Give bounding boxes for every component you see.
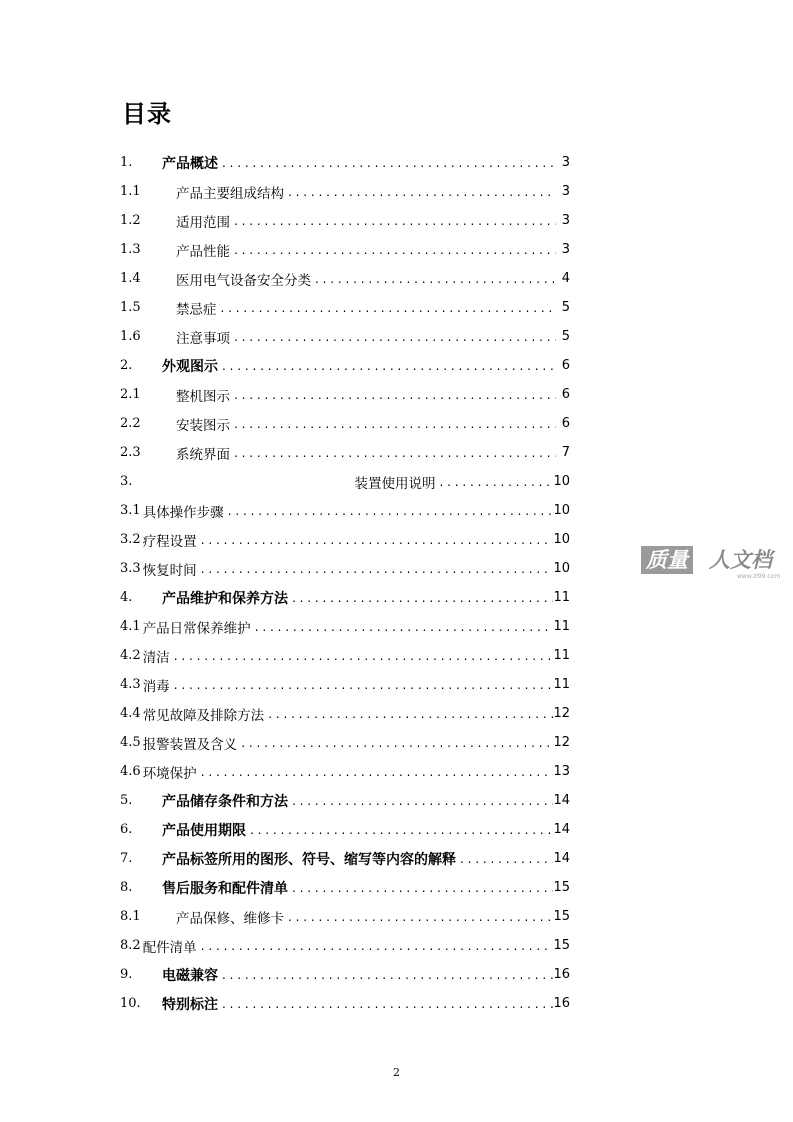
toc-leader-dots: [218, 968, 553, 982]
toc-entry-label: 报警装置及含义: [142, 736, 238, 753]
toc-entry-label: 产品使用期限: [162, 822, 246, 839]
toc-entry-page: 16: [553, 967, 570, 982]
toc-entry-label: 特别标注: [162, 996, 218, 1013]
toc-entry-number: 7.: [120, 851, 133, 866]
table-of-contents: [120, 148, 570, 1018]
toc-leader-dots: [251, 620, 554, 634]
toc-entry-label: 禁忌症: [176, 301, 217, 318]
toc-entry-page: 13: [553, 764, 570, 779]
toc-entry[interactable]: [120, 960, 570, 989]
toc-entry-label: 清洁: [142, 649, 170, 666]
toc-entry-number: 2.2: [120, 416, 141, 431]
toc-entry-label: 售后服务和配件清单: [162, 880, 288, 897]
toc-leader-dots: [230, 417, 556, 431]
toc-entry[interactable]: [120, 989, 570, 1018]
toc-entry-page: 15: [553, 909, 570, 924]
toc-entry-label: 消毒: [142, 678, 170, 695]
toc-entry-number: 4.5: [120, 735, 141, 750]
toc-entry-number: 3.3: [120, 561, 141, 576]
toc-entry-page: 12: [553, 735, 570, 750]
toc-entry-number: 1.6: [120, 329, 141, 344]
toc-entry[interactable]: [120, 815, 570, 844]
toc-entry-number: 2.3: [120, 445, 141, 460]
toc-entry-page: 3: [561, 242, 570, 257]
toc-leader-dots: [456, 852, 553, 866]
toc-leader-dots: [264, 707, 553, 721]
toc-leader-dots: [288, 881, 553, 895]
toc-leader-dots: [197, 939, 554, 953]
toc-leader-dots: [435, 475, 553, 489]
toc-entry-label: 环境保护: [142, 765, 197, 782]
watermark-logo: [641, 542, 783, 582]
toc-entry-page: 6: [561, 387, 570, 402]
toc-entry[interactable]: [120, 844, 570, 873]
toc-entry-page: 7: [561, 445, 570, 460]
toc-entry-number: 4.3: [120, 677, 141, 692]
toc-leader-dots: [237, 736, 553, 750]
toc-entry-number: 1.: [120, 155, 133, 170]
toc-entry-number: 3.1: [120, 503, 141, 518]
toc-entry[interactable]: [120, 322, 570, 351]
toc-entry-number: 4.6: [120, 764, 141, 779]
toc-entry-page: 11: [553, 590, 570, 605]
toc-entry-page: 5: [561, 329, 570, 344]
toc-entry-page: 14: [553, 822, 570, 837]
toc-entry-label: 产品储存条件和方法: [162, 793, 288, 810]
toc-entry-number: 8.2: [120, 938, 141, 953]
toc-entry[interactable]: [120, 235, 570, 264]
toc-entry-page: 15: [553, 938, 570, 953]
toc-leader-dots: [197, 533, 554, 547]
toc-entry-label: 具体操作步骤: [142, 504, 224, 521]
toc-leader-dots: [246, 823, 553, 837]
toc-entry-label: 安装图示: [176, 417, 230, 434]
page-number: 2: [393, 1066, 400, 1079]
toc-entry-page: 10: [553, 532, 570, 547]
toc-entry-page: 4: [561, 271, 570, 286]
toc-leader-dots: [224, 504, 554, 518]
toc-entry-number: 1.2: [120, 213, 141, 228]
toc-entry[interactable]: [120, 409, 570, 438]
toc-entry-number: 8.: [120, 880, 133, 895]
toc-leader-dots: [230, 446, 556, 460]
toc-entry-number: 4.4: [120, 706, 141, 721]
toc-leader-dots: [197, 765, 554, 779]
toc-leader-dots: [170, 678, 554, 692]
toc-leader-dots: [218, 156, 556, 170]
toc-entry[interactable]: [120, 467, 570, 496]
toc-leader-dots: [284, 910, 553, 924]
toc-entry[interactable]: [120, 351, 570, 380]
toc-entry-label: 装置使用说明: [354, 475, 436, 492]
toc-entry-page: 16: [553, 996, 570, 1011]
toc-leader-dots: [217, 301, 557, 315]
toc-entry[interactable]: [120, 728, 570, 757]
toc-leader-dots: [218, 359, 556, 373]
toc-entry-page: 6: [561, 358, 570, 373]
toc-entry[interactable]: [120, 931, 570, 960]
toc-leader-dots: [230, 214, 556, 228]
toc-entry-number: 1.5: [120, 300, 141, 315]
toc-entry-page: 6: [561, 416, 570, 431]
toc-entry-page: 12: [553, 706, 570, 721]
toc-entry-label: 电磁兼容: [162, 967, 218, 984]
toc-entry[interactable]: [120, 264, 570, 293]
toc-leader-dots: [197, 562, 554, 576]
toc-entry-label: 配件清单: [142, 939, 197, 956]
toc-entry[interactable]: [120, 699, 570, 728]
toc-entry-page: 10: [553, 503, 570, 518]
toc-entry[interactable]: [120, 873, 570, 902]
toc-entry-number: 5.: [120, 793, 133, 808]
toc-entry-number: 2.: [120, 358, 133, 373]
toc-entry[interactable]: [120, 641, 570, 670]
toc-entry-page: 3: [561, 213, 570, 228]
toc-entry-label: 产品概述: [162, 155, 218, 172]
toc-entry-page: 10: [553, 561, 570, 576]
watermark-text: 人文档: [709, 548, 772, 572]
toc-entry-number: 9.: [120, 967, 133, 982]
toc-leader-dots: [230, 330, 556, 344]
toc-entry[interactable]: [120, 206, 570, 235]
toc-entry-page: 14: [553, 851, 570, 866]
toc-entry-label: 整机图示: [176, 388, 230, 405]
toc-entry-label: 适用范围: [176, 214, 230, 231]
toc-entry-page: 15: [553, 880, 570, 895]
toc-entry-page: 3: [561, 155, 570, 170]
toc-entry[interactable]: [120, 438, 570, 467]
toc-entry-number: 3.2: [120, 532, 141, 547]
toc-entry-label: 常见故障及排除方法: [142, 707, 265, 724]
toc-entry-number: 2.1: [120, 387, 141, 402]
toc-entry[interactable]: [120, 902, 570, 931]
toc-leader-dots: [288, 794, 553, 808]
toc-leader-dots: [170, 649, 554, 663]
toc-entry-label: 外观图示: [162, 358, 218, 375]
watermark-box-text: 质量: [641, 546, 693, 574]
toc-entry[interactable]: [120, 177, 570, 206]
toc-leader-dots: [284, 185, 556, 199]
toc-entry-number: 4.2: [120, 648, 141, 663]
toc-entry-page: 10: [553, 474, 570, 489]
toc-entry[interactable]: [120, 525, 570, 554]
toc-entry-page: 11: [553, 619, 570, 634]
toc-leader-dots: [230, 243, 556, 257]
toc-entry-label: 产品维护和保养方法: [162, 590, 288, 607]
toc-entry[interactable]: [120, 148, 570, 177]
toc-leader-dots: [288, 591, 553, 605]
toc-entry-page: 5: [561, 300, 570, 315]
watermark-url: www.zl99.com: [737, 573, 781, 580]
toc-entry-label: 疗程设置: [142, 533, 197, 550]
toc-entry-label: 产品保修、维修卡: [176, 910, 284, 927]
toc-entry-page: 14: [553, 793, 570, 808]
toc-title: 目录: [122, 100, 172, 128]
toc-entry-page: 11: [553, 648, 570, 663]
toc-entry[interactable]: [120, 786, 570, 815]
toc-entry[interactable]: [120, 757, 570, 786]
toc-entry-page: 11: [553, 677, 570, 692]
toc-entry[interactable]: [120, 554, 570, 583]
toc-entry-label: 系统界面: [176, 446, 230, 463]
toc-entry-label: 产品主要组成结构: [176, 185, 284, 202]
toc-entry-number: 6.: [120, 822, 133, 837]
toc-entry[interactable]: [120, 583, 570, 612]
toc-entry-number: 10.: [120, 996, 141, 1011]
toc-entry[interactable]: [120, 380, 570, 409]
toc-entry[interactable]: [120, 670, 570, 699]
toc-entry-label: 恢复时间: [142, 562, 197, 579]
toc-entry-number: 1.4: [120, 271, 141, 286]
toc-entry-label: 医用电气设备安全分类: [176, 272, 311, 289]
toc-leader-dots: [311, 272, 556, 286]
toc-entry-page: 3: [561, 184, 570, 199]
toc-entry-label: 注意事项: [176, 330, 230, 347]
toc-entry-label: 产品标签所用的图形、符号、缩写等内容的解释: [162, 851, 456, 868]
toc-entry[interactable]: [120, 293, 570, 322]
toc-entry-number: 4.: [120, 590, 133, 605]
toc-entry-number: 8.1: [120, 909, 141, 924]
toc-leader-dots: [230, 388, 556, 402]
toc-leader-dots: [218, 997, 553, 1011]
toc-entry-number: 4.1: [120, 619, 141, 634]
toc-entry[interactable]: [120, 612, 570, 641]
toc-entry-label: 产品性能: [176, 243, 230, 260]
toc-entry-number: 1.3: [120, 242, 141, 257]
toc-entry[interactable]: [120, 496, 570, 525]
toc-entry-number: 3.: [120, 474, 133, 489]
toc-entry-number: 1.1: [120, 184, 141, 199]
toc-entry-label: 产品日常保养维护: [142, 620, 251, 637]
